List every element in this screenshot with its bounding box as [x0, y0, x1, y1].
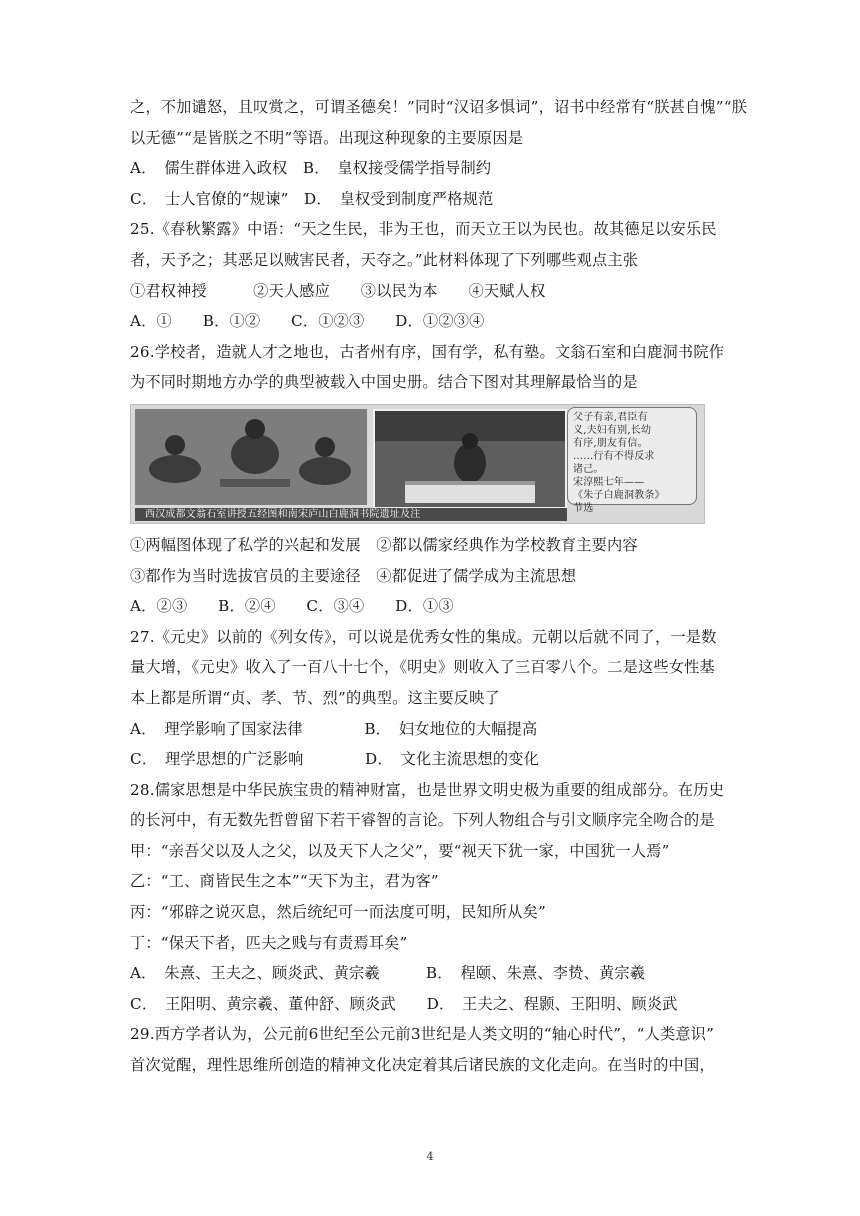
q27-stem: 量大增，《元史》收入了一百八十七个，《明史》则收入了三百零八个。二是这些女性基 [130, 658, 715, 677]
q27-options-row: A． 理学影响了国家法律 B． 妇女地位的大幅提高 [130, 719, 538, 738]
exam-page-body [130, 92, 748, 1081]
q26-figure [130, 404, 705, 524]
q26-options-row: A．②③ B．②④ C．③④ D．①③ [130, 597, 454, 616]
lecture-scene-icon [135, 409, 367, 505]
q28-quote-bing: 丙：“邪辟之说灭息，然后统纪可一而法度可明，民知所从矣” [130, 903, 547, 922]
academy-hall-photo [373, 409, 567, 509]
q28-stem: 28.儒家思想是中华民族宝贵的精神财富，也是世界文明史极为重要的组成部分。在历史 [130, 780, 725, 799]
figure-caption: 西汉成都文翁石室讲授五经图和南宋庐山白鹿洞书院遗址及注 [135, 508, 567, 521]
q24-options-row: C． 士人官僚的“规谏” D． 皇权受到制度严格规范 [130, 189, 494, 208]
figure-note: 父子有亲,君臣有 义,夫妇有别,长幼 有序,朋友有信。 ……行有不得反求 诸己。 宋淳熙七年—— 《朱子白鹿洞教条》 节选 [567, 407, 697, 505]
q29-stem: 首次觉醒，理性思维所创造的精神文化决定着其后诸民族的文化走向。在当时的中国， [130, 1056, 715, 1075]
q28-quote-jia: 甲：“亲吾父以及人之父，以及天下人之父”，要“视天下犹一家，中国犹一人焉” [130, 841, 670, 860]
q27-stem: 本上都是所谓“贞、孝、节、烈”的典型。这主要反映了 [130, 688, 500, 707]
q28-quote-ding: 丁：“保天下者，匹夫之贱与有责焉耳矣” [130, 933, 408, 952]
q25-stem: 者，天予之；其恶足以贼害民者，天夺之。”此材料体现了下列哪些观点主张 [130, 250, 639, 269]
q27-options-row: C． 理学思想的广泛影响 D． 文化主流思想的变化 [130, 750, 540, 769]
q26-stem: 26.学校者，造就人才之地也，古者州有序，国有学，私有塾。文翁石室和白鹿洞书院作 [130, 342, 725, 361]
q29-stem: 29.西方学者认为，公元前6世纪至公元前3世纪是人类文明的“轴心时代”，“人类意识” [130, 1025, 715, 1044]
q26-statement: ①两幅图体现了私学的兴起和发展 ②都以儒家经典作为学校教育主要内容 [130, 535, 638, 554]
academy-hall-icon [375, 411, 565, 507]
q26-statement: ③都作为当时选拔官员的主要途径 ④都促进了儒学成为主流思想 [130, 566, 577, 585]
q25-options-row: A．① B．①② C．①②③ D．①②③④ [130, 312, 485, 331]
q25-stem: 25.《春秋繁露》中语：“天之生民，非为王也，而天立王以为民也。故其德足以安乐民 [130, 220, 717, 239]
text-line: 之，不加谴怒，且叹赏之，可谓圣德矣！”同时“汉诏多惧词”，诏书中经常有“朕甚自愧”“朕 [130, 98, 748, 116]
q28-options-row: A． 朱熹、王夫之、顾炎武、黄宗羲 B． 程颐、朱熹、李贽、黄宗羲 [130, 964, 646, 983]
q27-stem: 27.《元史》以前的《列女传》，可以说是优秀女性的集成。元朝以后就不同了，一是数 [130, 627, 717, 646]
page-number: 4 [426, 1150, 434, 1163]
q25-statements: ①君权神授 ②天人感应 ③以民为本 ④天赋人权 [130, 281, 546, 300]
q28-stem: 的长河中，有无数先哲曾留下若干睿智的言论。下列人物组合与引文顺序完全吻合的是 [130, 811, 715, 830]
text-line: 以无德”“是皆朕之不明”等语。出现这种现象的主要原因是 [130, 128, 524, 147]
q28-quote-yi: 乙：“工、商皆民生之本”“天下为主，君为客” [130, 872, 439, 891]
q26-stem: 为不同时期地方办学的典型被载入中国史册。结合下图对其理解最恰当的是 [130, 373, 638, 392]
stone-rubbing-image [135, 409, 367, 505]
q24-options-row: A． 儒生群体进入政权 B． 皇权接受儒学指导制约 [130, 159, 492, 178]
q28-options-row: C． 王阳明、黄宗羲、董仲舒、顾炎武 D． 王夫之、程颢、王阳明、顾炎武 [130, 994, 678, 1013]
